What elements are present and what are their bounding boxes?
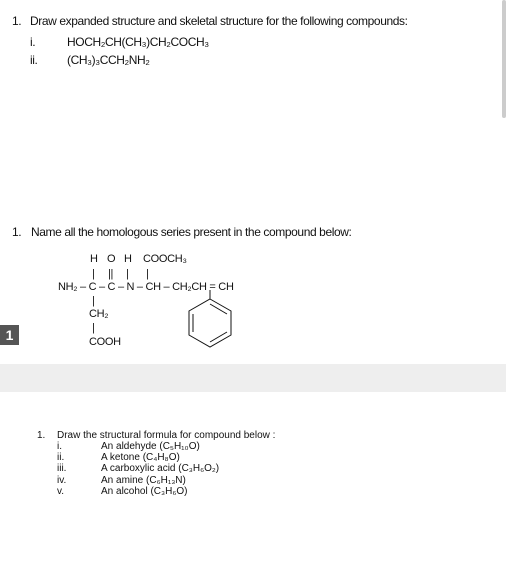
bond: || [108,268,114,280]
bond: | [146,268,149,280]
compound-formula: HOCH₂CH(CH₃)CH₂COCH₃ [67,35,209,49]
benzene-ring [183,290,239,348]
compound-formula: (CH₃)₃CCH₂NH₂ [67,53,150,67]
item-label: ii. [57,452,65,463]
list-item: An amine (C₆H₁₃N) [101,475,186,486]
list-item: An aldehyde (C₅H₁₀O) [101,441,200,452]
list-item: A ketone (C₄H₈O) [101,452,180,463]
scrollbar-thumb[interactable] [502,0,506,118]
question-title: Draw expanded structure and skeletal structure for the following compounds: [30,14,408,28]
item-label: i. [30,35,36,49]
question-title: Draw the structural formula for compound below : [57,430,276,441]
item-label: iii. [57,463,67,474]
structure-group: COOH [89,336,121,348]
bond: | [92,268,95,280]
structure-atom: H [124,253,132,265]
list-item: An alcohol (C₃H₆O) [101,486,188,497]
bond: | [126,268,129,280]
item-label: v. [57,486,65,497]
page-number-badge: 1 [0,325,19,345]
structure-atom: H [90,253,98,265]
structure-group: CH₂ [89,308,109,320]
list-item: A carboxylic acid (C₃H₆O₂) [101,463,220,474]
question-number: 1. [37,430,46,441]
question-number: 1. [12,14,22,28]
question-title: Name all the homologous series present in the compound below: [31,225,352,239]
structure-atom: O [107,253,116,265]
structure-group: COOCH₃ [143,253,187,265]
question-number: 1. [12,225,22,239]
item-label: i. [57,441,62,452]
item-label: iv. [57,475,67,486]
bond: | [92,295,95,307]
structure-main-chain: NH₂ – C – C – N – CH – CH₂CH = CH [58,281,234,293]
section-divider [0,364,506,392]
bond: | [92,322,95,334]
item-label: ii. [30,53,38,67]
